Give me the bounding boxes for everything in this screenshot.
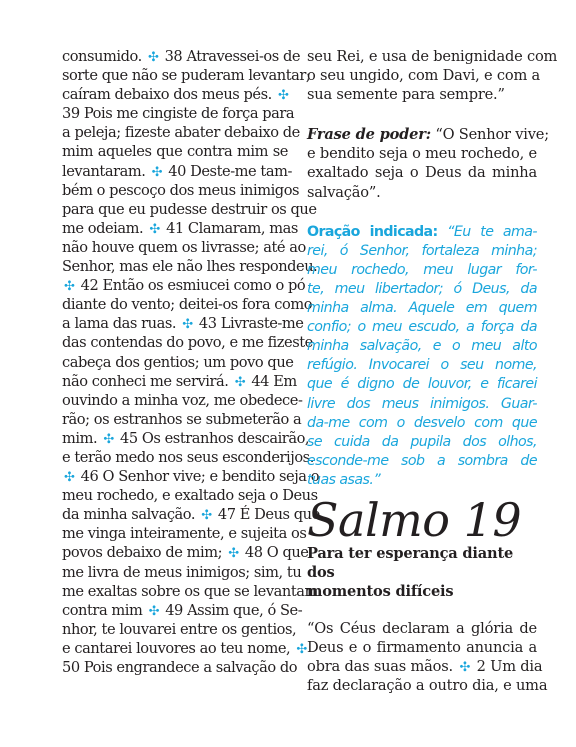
prayer-line: refúgio. Invocarei o seu nome, bbox=[307, 357, 537, 374]
text-line: e terão medo nos seus esconderijos. bbox=[62, 448, 314, 466]
right-column bbox=[307, 47, 558, 695]
text-line: 50 Pois engrandece a salvação do bbox=[62, 659, 298, 676]
prayer-line: rei, ó Senhor, fortaleza minha; bbox=[307, 242, 537, 259]
psalm-title: Salmo 19 bbox=[307, 492, 522, 547]
text-line: me livra de meus inimigos; sim, tu bbox=[62, 563, 302, 581]
frase-first: “O Senhor vive; bbox=[430, 126, 549, 144]
text-line: sorte que não se puderam levantar; bbox=[62, 67, 311, 85]
prayer-line: tuas asas.” bbox=[307, 471, 381, 488]
oracao-label: Oração indicada: bbox=[307, 223, 438, 240]
verse-cross-icon: ✣ bbox=[278, 88, 289, 104]
text-line: ✣ 46 O Senhor vive; e bendito seja o bbox=[64, 468, 320, 486]
prayer-line: minha salvação, e o meu alto bbox=[307, 338, 537, 355]
verse-cross-icon: ✣ bbox=[147, 50, 159, 65]
text-line: Senhor, mas ele não lhes respondeu. bbox=[62, 258, 318, 276]
text-line: me exaltas sobre os que se levantam bbox=[62, 582, 318, 600]
text-line: não houve quem os livrasse; até ao bbox=[62, 238, 306, 256]
text-line: a lama das ruas. ✣ 43 Livraste-me bbox=[62, 315, 304, 333]
psalm-subtitle-line: Para ter esperança diante dos bbox=[307, 544, 514, 581]
text-line: mim. ✣ 45 Os estranhos descairão, bbox=[62, 429, 310, 447]
verse-cross-icon: ✣ bbox=[64, 470, 75, 486]
verse-cross-icon: ✣ bbox=[151, 164, 163, 180]
text-line: das contendas do povo, e me fizeste bbox=[62, 334, 313, 352]
prayer-line: minha alma. Aquele em quem bbox=[307, 300, 537, 317]
verse-cross-icon: ✣ bbox=[296, 641, 307, 657]
verse-cross-icon: ✣ bbox=[64, 279, 75, 295]
oracao-first: “Eu te ama- bbox=[437, 223, 537, 240]
text-line: seu Rei, e usa de benignidade com bbox=[307, 48, 558, 65]
text-line: Deus e o firmamento anuncia a bbox=[307, 639, 537, 657]
verse-cross-icon: ✣ bbox=[234, 374, 246, 390]
prayer-line: te, meu libertador; ó Deus, da bbox=[307, 280, 537, 297]
text-line: nhor, te louvarei entre os gentios, bbox=[62, 620, 297, 638]
text-line: bém o pescoço dos meus inimigos bbox=[62, 181, 300, 199]
prayer-line: da-me com o desvelo com que bbox=[307, 414, 537, 431]
text-line: mim aqueles que contra mim se bbox=[62, 143, 288, 161]
text-line: rão; os estranhos se submeterão a bbox=[62, 410, 302, 428]
verse-cross-icon: ✣ bbox=[149, 221, 160, 237]
verse-cross-icon: ✣ bbox=[148, 603, 160, 619]
text-line: da minha salvação. ✣ 47 É Deus que bbox=[62, 506, 320, 524]
psalm-text bbox=[307, 619, 548, 695]
text-line: consumido. ✣ 38 Atravessei-os de bbox=[62, 48, 301, 65]
verse-cross-icon: ✣ bbox=[182, 317, 193, 333]
verse-cross-icon: ✣ bbox=[228, 546, 239, 562]
text-line: 39 Pois me cingiste de força para bbox=[62, 105, 295, 123]
text-line: salvação”. bbox=[307, 183, 381, 201]
text-line: me odeiam. ✣ 41 Clamaram, mas bbox=[62, 219, 298, 237]
text-line: me vinga inteiramente, e sujeita os bbox=[62, 525, 307, 543]
text-line: meu rochedo, e exaltado seja o Deus bbox=[62, 487, 318, 505]
text-line: o seu ungido, com Davi, e com a bbox=[307, 67, 541, 85]
text-line: povos debaixo de mim; ✣ 48 O que bbox=[62, 544, 309, 562]
text-line: faz declaração a outro dia, e uma bbox=[307, 677, 548, 695]
text-line: levantaram. ✣ 40 Deste-me tam- bbox=[62, 162, 292, 180]
text-line: e bendito seja o meu rochedo, e bbox=[307, 145, 537, 163]
text-line: contra mim ✣ 49 Assim que, ó Se- bbox=[62, 601, 303, 619]
text-line: e cantarei louvores ao teu nome, ✣ bbox=[62, 639, 307, 657]
psalm-subtitle bbox=[307, 544, 537, 601]
prayer-line: livre dos meus inimigos. Guar- bbox=[307, 395, 537, 412]
verse-cross-icon: ✣ bbox=[459, 660, 471, 676]
text-line: ouvindo a minha voz, me obedece- bbox=[62, 391, 303, 409]
text-line: não conheci me servirá. ✣ 44 Em bbox=[62, 372, 297, 390]
prayer-line: que é digno de louvor, e ficarei bbox=[307, 376, 537, 393]
frase-label: Frase de poder: bbox=[307, 126, 431, 144]
text-line: obra das suas mãos. ✣ 2 Um dia bbox=[307, 658, 543, 676]
text-line: exaltado seja o Deus da minha bbox=[307, 164, 537, 182]
text-line: cabeça dos gentios; um povo que bbox=[62, 353, 294, 371]
prayer-line: meu rochedo, meu lugar for- bbox=[307, 261, 537, 278]
frase-de-poder bbox=[307, 125, 549, 201]
verse-cross-icon: ✣ bbox=[103, 431, 114, 447]
text-line: sua semente para sempre.” bbox=[307, 86, 505, 104]
verse-cross-icon: ✣ bbox=[201, 508, 212, 524]
text-line: diante do vento; deitei-os fora como bbox=[62, 296, 313, 314]
text-line: “Os Céus declaram a glória de bbox=[307, 619, 537, 637]
text-line: para que eu pudesse destruir os que bbox=[62, 200, 317, 218]
prayer-line: esconde-me sob a sombra de bbox=[307, 452, 537, 469]
verse-continuation bbox=[307, 47, 558, 104]
left-column bbox=[62, 47, 320, 677]
psalm-subtitle-line: momentos difíceis bbox=[307, 582, 454, 600]
text-line: a peleja; fizeste abater debaixo de bbox=[62, 124, 300, 142]
text-line: caíram debaixo dos meus pés. ✣ bbox=[62, 86, 289, 104]
oracao-indicada bbox=[307, 223, 537, 490]
prayer-line: se cuida da pupila dos olhos, bbox=[307, 433, 537, 450]
prayer-line: confio; o meu escudo, a força da bbox=[307, 319, 537, 336]
text-line: ✣ 42 Então os esmiucei como o pó bbox=[64, 277, 306, 295]
